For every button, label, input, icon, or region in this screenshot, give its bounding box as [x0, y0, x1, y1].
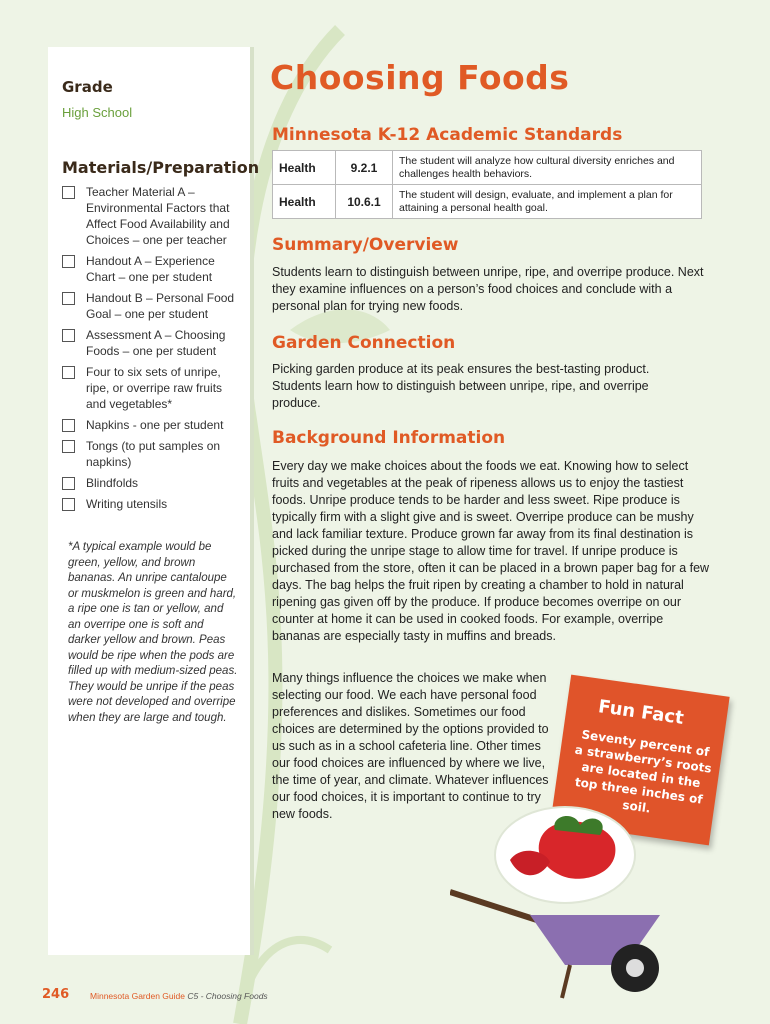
background-heading: Background Information — [272, 428, 506, 448]
fun-fact-title: Fun Fact — [596, 696, 686, 729]
garden-heading: Garden Connection — [272, 333, 456, 353]
page-title: Choosing Foods — [270, 58, 570, 97]
footer-text — [90, 991, 268, 1001]
footer-guide: Minnesota Garden Guide — [90, 991, 185, 1001]
grade-value: High School — [62, 105, 133, 120]
standard-subject: Health — [273, 151, 336, 185]
materials-item: Assessment A – Choosing Foods – one per student — [62, 327, 242, 359]
checkbox-icon[interactable] — [62, 292, 75, 305]
checkbox-icon[interactable] — [62, 366, 75, 379]
sidebar-shadow — [250, 47, 254, 955]
materials-footnote: *A typical example would be green, yellow, and brown bananas. An unripe cantaloupe or muskmelon is green and hard, a ripe one is tan or yellow, and an overripe one is soft and darker yellow and brown. Peas would be ripe when the pods are filled up with medium-sized peas. They would be unripe if the peas were not developed and overripe when they are large and tough. — [68, 541, 238, 724]
checkbox-icon[interactable] — [62, 255, 75, 268]
standard-code: 9.2.1 — [336, 151, 393, 185]
materials-item: Handout B – Personal Food Goal – one per student — [62, 290, 242, 322]
checkbox-icon[interactable] — [62, 498, 75, 511]
table-row — [273, 185, 702, 219]
materials-item: Teacher Material A – Environmental Factors that Affect Food Availability and Choices – one per teacher — [62, 184, 242, 248]
checkbox-icon[interactable] — [62, 419, 75, 432]
standard-description: The student will design, evaluate, and implement a plan for attaining a personal health goal. — [393, 185, 702, 219]
standard-description: The student will analyze how cultural diversity enriches and challenges health behaviors. — [393, 151, 702, 185]
materials-item: Blindfolds — [62, 475, 242, 491]
fun-fact-text: Seventy percent of a strawberry’s roots are located in the top three inches of soil. — [574, 727, 713, 816]
checkbox-icon[interactable] — [62, 186, 75, 199]
materials-heading: Materials/Preparation — [62, 158, 260, 177]
footer-section: C5 - Choosing Foods — [187, 991, 268, 1001]
standard-code: 10.6.1 — [336, 185, 393, 219]
materials-item: Four to six sets of unripe, ripe, or overripe raw fruits and vegetables* — [62, 364, 242, 412]
summary-heading: Summary/Overview — [272, 235, 459, 255]
materials-item: Writing utensils — [62, 496, 242, 512]
background-paragraph-2: Many things influence the choices we make when selecting our food. We each have personal food preferences and dislikes. Sometimes our food choices are determined by the options provided to us such as in a school cafeteria line. Other times our food choices are influenced by where we live, the time of year, and climate. Whatever influences our food choices, it is important to continue to try new foods. — [272, 671, 549, 821]
materials-item: Handout A – Experience Chart – one per student — [62, 253, 242, 285]
standards-table — [272, 150, 702, 219]
checkbox-icon[interactable] — [62, 329, 75, 342]
checkbox-icon[interactable] — [62, 477, 75, 490]
wheelbarrow-strawberry-illustration — [450, 800, 680, 1000]
background-paragraph-1: Every day we make choices about the foods we eat. Knowing how to select fruits and vegetables at the peak of ripeness allows us to enjoy the tastiest foods. Unripe produce tends to be harder and less sweet. Ripe produce is typically firm with a slight give and is sweet. Overripe produce can be mushy and lack familiar texture. Produce grown far away from its final destination is picked during the unripe stage to allow time for travel. If unripe produce is purchased from the store, often it can be placed in a brown paper bag for a few days. The bag helps the fruit ripen by creating a chamber to hold in natural ripening gas given off by the produce. If produce becomes overripe on our counter at home it can be used in cooked foods. For example, overripe bananas are especially tasty in muffins and breads. — [272, 459, 710, 643]
checkbox-icon[interactable] — [62, 440, 75, 453]
summary-text: Students learn to distinguish between unripe, ripe, and overripe produce. Next they examine influences on a person’s food choices and conclude with a personal plan for trying new foods. — [272, 265, 704, 313]
garden-text: Picking garden produce at its peak ensures the best-tasting product. Students learn how to distinguish between unripe, ripe, and overripe produce. — [272, 362, 650, 410]
materials-item: Tongs (to put samples on napkins) — [62, 438, 242, 470]
standards-heading: Minnesota K-12 Academic Standards — [272, 125, 623, 145]
page-number: 246 — [42, 987, 70, 1002]
grade-heading: Grade — [62, 78, 113, 96]
materials-item: Napkins - one per student — [62, 417, 242, 433]
standard-subject: Health — [273, 185, 336, 219]
table-row — [273, 151, 702, 185]
materials-list — [62, 184, 242, 517]
